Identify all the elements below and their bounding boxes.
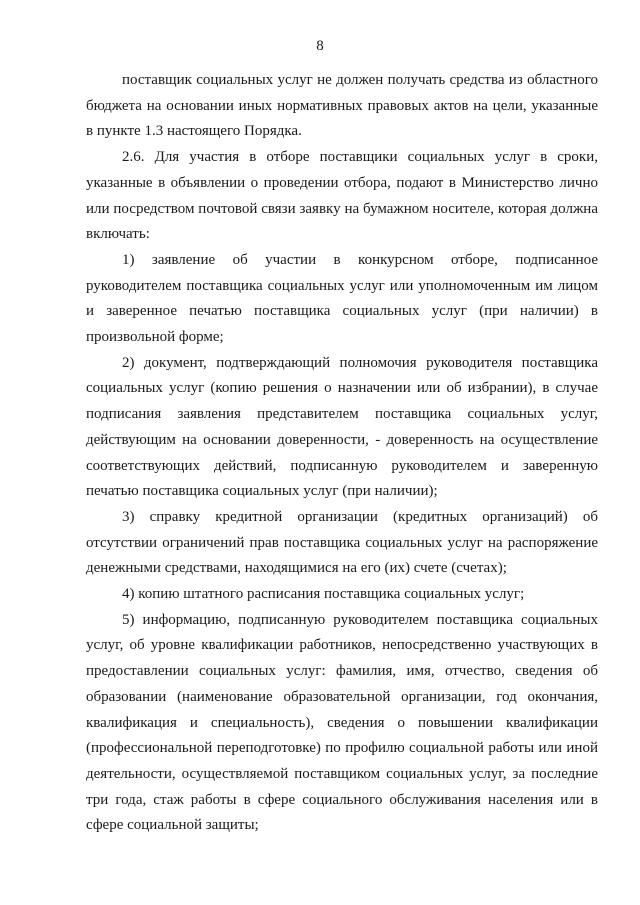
list-item-2: 2) документ, подтверждающий полномочия руководителя поставщика социальных услуг (копию решения о назначении или об избрании), в случае подписания заявления представителем поставщика социальных услуг, действующим на основании доверенности, - доверенность на осуществление соответствующих действий, подписанную руководителем и заверенную печатью поставщика социальных услуг (при наличии); (86, 354, 598, 500)
list-item-3: 3) справку кредитной организации (кредитных организаций) об отсутствии ограничений прав поставщика социальных услуг на распоряжение денежными средствами, находящимися на его (их) счете (счетах); (86, 508, 598, 577)
document-body (86, 68, 598, 839)
paragraph-2-6: 2.6. Для участия в отборе поставщики социальных услуг в сроки, указанные в объявлении о проведении отбора, подают в Министерство лично или посредством почтовой связи заявку на бумажном носителе, которая должна включать: (86, 149, 598, 243)
list-item-1: 1) заявление об участии в конкурсном отборе, подписанное руководителем поставщика социальных услуг или уполномоченным им лицом и заверенное печатью поставщика социальных услуг (при наличии) в произвольной форме; (86, 251, 598, 346)
list-item-4: 4) копию штатного расписания поставщика социальных услуг; (122, 586, 525, 603)
list-item-5: 5) информацию, подписанную руководителем поставщика социальных услуг, об уровне квалификации работников, непосредственно участвующих в предоставлении социальных услуг: фамилия, имя, отчество, сведения об образовании (наименование образовательной организации, год окончания, квалификация и специальность), сведения о повышении квалификации (профессиональной переподготовке) по профилю социальной работы или иной деятельности, осуществляемой поставщиком социальных услуг, за последние три года, стаж работы в сфере социального обслуживания населения или в сфере социальной защиты; (86, 611, 598, 834)
page-number: 8 (316, 38, 324, 54)
paragraph-provider-restriction: поставщик социальных услуг не должен получать средства из областного бюджета на основании иных нормативных правовых актов на цели, указанные в пункте 1.3 настоящего Порядка. (86, 72, 598, 140)
